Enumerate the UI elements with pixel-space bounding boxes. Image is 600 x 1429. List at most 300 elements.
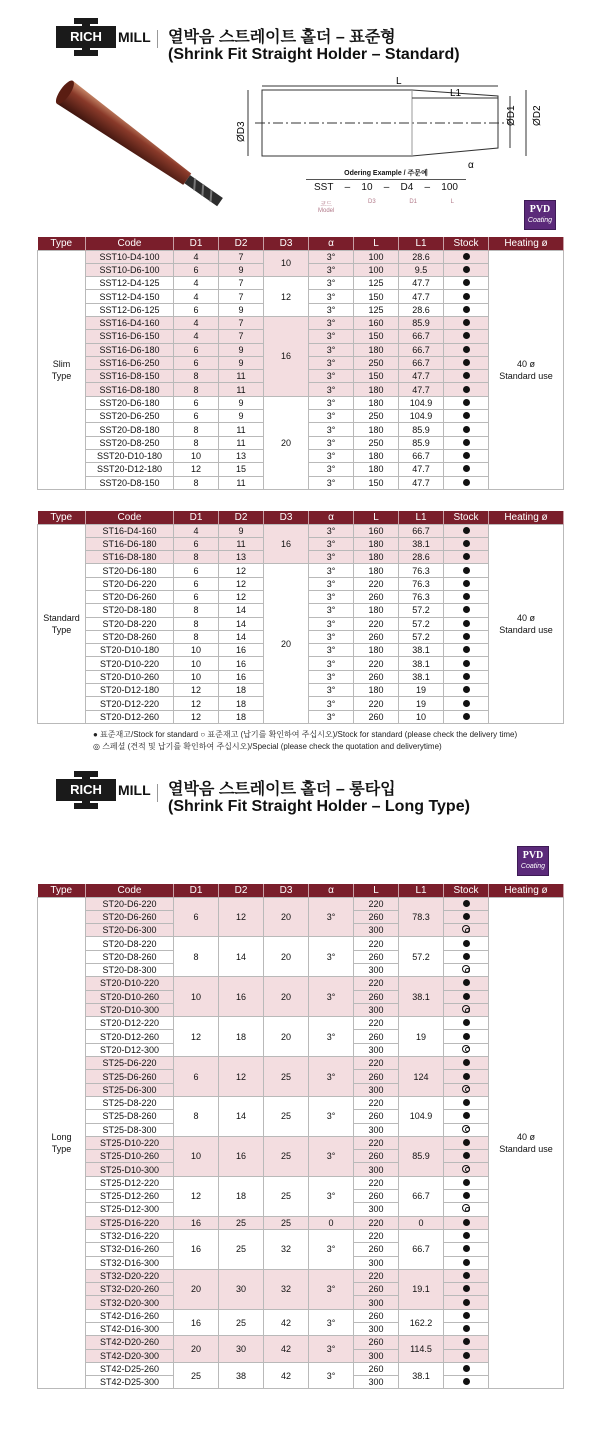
standard-stock-icon bbox=[463, 412, 470, 419]
d3-cell: 42 bbox=[264, 1362, 309, 1389]
holder-photo bbox=[53, 78, 229, 213]
alpha-cell: 3° bbox=[309, 383, 354, 396]
order-part: SST bbox=[314, 182, 334, 193]
alpha-cell: 0 bbox=[309, 1216, 354, 1229]
stock-cell bbox=[444, 977, 489, 990]
code-cell: ST25-D12-220 bbox=[86, 1176, 174, 1189]
special-stock-icon bbox=[462, 1125, 470, 1133]
l1-cell: 38.1 bbox=[399, 670, 444, 683]
stock-cell bbox=[444, 1362, 489, 1375]
l1-cell: 57.2 bbox=[399, 617, 444, 630]
code-cell: ST25-D12-260 bbox=[86, 1190, 174, 1203]
l-cell: 260 bbox=[354, 590, 399, 603]
stock-cell bbox=[444, 657, 489, 670]
stock-cell bbox=[444, 316, 489, 329]
table-row bbox=[38, 564, 564, 577]
l1-cell: 9.5 bbox=[399, 263, 444, 276]
standard-stock-icon bbox=[463, 1019, 470, 1026]
d2-cell: 18 bbox=[219, 1017, 264, 1057]
d2-cell: 9 bbox=[219, 356, 264, 369]
code-cell: ST20-D12-220 bbox=[86, 697, 174, 710]
code-cell: ST20-D8-260 bbox=[86, 950, 174, 963]
code-cell: ST20-D10-220 bbox=[86, 657, 174, 670]
d1-cell: 20 bbox=[174, 1269, 219, 1309]
standard-stock-icon bbox=[463, 527, 470, 534]
code-cell: ST20-D6-180 bbox=[86, 564, 174, 577]
stock-cell bbox=[444, 1296, 489, 1309]
l-cell: 260 bbox=[354, 630, 399, 643]
d1-cell: 12 bbox=[174, 1017, 219, 1057]
stock-cell bbox=[444, 1150, 489, 1163]
d1-cell: 12 bbox=[174, 684, 219, 697]
stock-cell bbox=[444, 330, 489, 343]
d3-cell: 25 bbox=[264, 1216, 309, 1229]
d2-cell: 11 bbox=[219, 423, 264, 436]
l1-cell: 162.2 bbox=[399, 1309, 444, 1336]
l1-cell: 19 bbox=[399, 697, 444, 710]
stock-cell bbox=[444, 1216, 489, 1229]
d2-cell: 12 bbox=[219, 590, 264, 603]
stock-cell bbox=[444, 604, 489, 617]
l-cell: 220 bbox=[354, 1229, 399, 1242]
l1-cell: 104.9 bbox=[399, 396, 444, 409]
d3-cell: 42 bbox=[264, 1336, 309, 1363]
column-header: D3 bbox=[264, 511, 309, 524]
standard-stock-icon bbox=[463, 1192, 470, 1199]
standard-stock-icon bbox=[463, 253, 470, 260]
standard-stock-icon bbox=[463, 1112, 470, 1119]
alpha-cell: 3° bbox=[309, 370, 354, 383]
code-cell: ST25-D8-220 bbox=[86, 1096, 174, 1109]
code-cell: ST32-D16-300 bbox=[86, 1256, 174, 1269]
stock-cell bbox=[444, 1017, 489, 1030]
l1-cell: 19.1 bbox=[399, 1269, 444, 1309]
d1-cell: 10 bbox=[174, 644, 219, 657]
l-cell: 220 bbox=[354, 1057, 399, 1070]
l-cell: 160 bbox=[354, 316, 399, 329]
stock-cell bbox=[444, 1096, 489, 1109]
d1-cell: 8 bbox=[174, 423, 219, 436]
d1-cell: 4 bbox=[174, 524, 219, 537]
l1-cell: 0 bbox=[399, 1216, 444, 1229]
l-cell: 250 bbox=[354, 410, 399, 423]
code-cell: ST20-D8-220 bbox=[86, 937, 174, 950]
standard-stock-icon bbox=[463, 1033, 470, 1040]
d2-cell: 11 bbox=[219, 537, 264, 550]
code-cell: ST20-D6-220 bbox=[86, 897, 174, 910]
d1-cell: 16 bbox=[174, 1309, 219, 1336]
order-part: 100 bbox=[441, 182, 458, 193]
l-cell: 150 bbox=[354, 290, 399, 303]
standard-stock-icon bbox=[463, 1352, 470, 1359]
l1-cell: 66.7 bbox=[399, 343, 444, 356]
stock-cell bbox=[444, 644, 489, 657]
column-header: Code bbox=[86, 237, 174, 250]
standard-stock-icon bbox=[463, 593, 470, 600]
d1-cell: 6 bbox=[174, 537, 219, 550]
table-row bbox=[38, 1017, 564, 1030]
table-row bbox=[38, 250, 564, 263]
stock-cell bbox=[444, 277, 489, 290]
stock-cell bbox=[444, 1003, 489, 1016]
d3-cell: 20 bbox=[264, 1017, 309, 1057]
alpha-cell: 3° bbox=[309, 1057, 354, 1097]
d1-cell: 6 bbox=[174, 577, 219, 590]
column-header: D1 bbox=[174, 237, 219, 250]
code-cell: SST20-D12-180 bbox=[86, 463, 174, 476]
d2-cell: 30 bbox=[219, 1269, 264, 1309]
l1-cell: 47.7 bbox=[399, 383, 444, 396]
ordering-title: Odering Example / 주문예 bbox=[306, 168, 466, 180]
table-row bbox=[38, 977, 564, 990]
stock-cell bbox=[444, 1309, 489, 1322]
l-cell: 180 bbox=[354, 684, 399, 697]
d3-cell: 20 bbox=[264, 977, 309, 1017]
l-cell: 300 bbox=[354, 1376, 399, 1389]
order-part: D4 bbox=[400, 182, 414, 193]
code-cell: ST25-D8-260 bbox=[86, 1110, 174, 1123]
code-cell: SST12-D6-125 bbox=[86, 303, 174, 316]
code-cell: ST25-D8-300 bbox=[86, 1123, 174, 1136]
l1-cell: 104.9 bbox=[399, 410, 444, 423]
stock-cell bbox=[444, 1256, 489, 1269]
l-cell: 260 bbox=[354, 670, 399, 683]
column-header: L1 bbox=[399, 884, 444, 897]
slim-type-table bbox=[37, 237, 564, 490]
d1-cell: 20 bbox=[174, 1336, 219, 1363]
code-cell: ST16-D4-160 bbox=[86, 524, 174, 537]
stock-cell bbox=[444, 1243, 489, 1256]
l1-cell: 38.1 bbox=[399, 657, 444, 670]
section1-title-en: (Shrink Fit Straight Holder – Standard) bbox=[168, 46, 460, 63]
code-cell: ST32-D20-220 bbox=[86, 1269, 174, 1282]
stock-cell bbox=[444, 463, 489, 476]
alpha-cell: 3° bbox=[309, 590, 354, 603]
standard-stock-icon bbox=[463, 1325, 470, 1332]
table-row bbox=[38, 1176, 564, 1189]
l1-cell: 47.7 bbox=[399, 370, 444, 383]
alpha-cell: 3° bbox=[309, 1176, 354, 1216]
d3-cell: 16 bbox=[264, 524, 309, 564]
stock-cell bbox=[444, 356, 489, 369]
l-cell: 180 bbox=[354, 551, 399, 564]
d2-cell: 11 bbox=[219, 436, 264, 449]
stock-cell bbox=[444, 670, 489, 683]
alpha-cell: 3° bbox=[309, 1136, 354, 1176]
table-row bbox=[38, 897, 564, 910]
l1-cell: 76.3 bbox=[399, 577, 444, 590]
technical-drawing bbox=[248, 86, 526, 156]
heating-cell: 40 ø Standard use bbox=[489, 897, 564, 1389]
d1-cell: 8 bbox=[174, 630, 219, 643]
section2-title-en: (Shrink Fit Straight Holder – Long Type) bbox=[168, 798, 470, 815]
stock-cell bbox=[444, 396, 489, 409]
type-cell: Standard Type bbox=[38, 524, 86, 723]
l-cell: 180 bbox=[354, 396, 399, 409]
column-header: Stock bbox=[444, 237, 489, 250]
d2-cell: 16 bbox=[219, 644, 264, 657]
d1-cell: 8 bbox=[174, 476, 219, 489]
l-cell: 260 bbox=[354, 1336, 399, 1349]
l-cell: 250 bbox=[354, 356, 399, 369]
d2-cell: 13 bbox=[219, 449, 264, 462]
standard-type-table bbox=[37, 511, 564, 724]
d3-cell: 16 bbox=[264, 316, 309, 396]
d1-cell: 8 bbox=[174, 617, 219, 630]
d2-cell: 9 bbox=[219, 303, 264, 316]
alpha-cell: 3° bbox=[309, 657, 354, 670]
alpha-cell: 3° bbox=[309, 1362, 354, 1389]
alpha-cell: 3° bbox=[309, 410, 354, 423]
l-cell: 220 bbox=[354, 937, 399, 950]
stock-cell bbox=[444, 410, 489, 423]
type-cell: Slim Type bbox=[38, 250, 86, 489]
d2-cell: 11 bbox=[219, 476, 264, 489]
code-cell: ST42-D25-300 bbox=[86, 1376, 174, 1389]
label-alpha: α bbox=[468, 160, 474, 171]
l-cell: 260 bbox=[354, 1070, 399, 1083]
standard-stock-icon bbox=[463, 1073, 470, 1080]
d2-cell: 12 bbox=[219, 577, 264, 590]
column-header: Heating ø bbox=[489, 511, 564, 524]
stock-cell bbox=[444, 1070, 489, 1083]
code-cell: ST25-D6-300 bbox=[86, 1083, 174, 1096]
standard-stock-icon bbox=[463, 633, 470, 640]
alpha-cell: 3° bbox=[309, 630, 354, 643]
l-cell: 300 bbox=[354, 1163, 399, 1176]
l1-cell: 76.3 bbox=[399, 564, 444, 577]
d2-cell: 11 bbox=[219, 383, 264, 396]
standard-stock-icon bbox=[463, 953, 470, 960]
l-cell: 180 bbox=[354, 644, 399, 657]
d1-cell: 8 bbox=[174, 551, 219, 564]
alpha-cell: 3° bbox=[309, 303, 354, 316]
code-cell: ST32-D16-220 bbox=[86, 1229, 174, 1242]
stock-cell bbox=[444, 383, 489, 396]
alpha-cell: 3° bbox=[309, 330, 354, 343]
code-cell: ST20-D10-180 bbox=[86, 644, 174, 657]
l1-cell: 47.7 bbox=[399, 463, 444, 476]
standard-stock-icon bbox=[463, 1232, 470, 1239]
alpha-cell: 3° bbox=[309, 277, 354, 290]
column-header: Stock bbox=[444, 884, 489, 897]
special-stock-icon bbox=[462, 1045, 470, 1053]
alpha-cell: 3° bbox=[309, 476, 354, 489]
l1-cell: 85.9 bbox=[399, 423, 444, 436]
stock-cell bbox=[444, 1336, 489, 1349]
stock-cell bbox=[444, 449, 489, 462]
table-row bbox=[38, 1309, 564, 1322]
stock-legend bbox=[93, 729, 517, 753]
column-header: L bbox=[354, 884, 399, 897]
l-cell: 250 bbox=[354, 436, 399, 449]
stock-cell bbox=[444, 630, 489, 643]
l-cell: 180 bbox=[354, 423, 399, 436]
d3-cell: 25 bbox=[264, 1136, 309, 1176]
section1-title-ko: 열박음 스트레이트 홀더 – 표준형 bbox=[168, 29, 396, 46]
l1-cell: 19 bbox=[399, 684, 444, 697]
code-cell: SST16-D6-250 bbox=[86, 356, 174, 369]
code-cell: ST32-D20-300 bbox=[86, 1296, 174, 1309]
l-cell: 260 bbox=[354, 1243, 399, 1256]
d1-cell: 10 bbox=[174, 449, 219, 462]
column-header: D1 bbox=[174, 884, 219, 897]
standard-stock-icon bbox=[463, 452, 470, 459]
l1-cell: 78.3 bbox=[399, 897, 444, 937]
order-part: 10 bbox=[361, 182, 373, 193]
l1-cell: 57.2 bbox=[399, 630, 444, 643]
stock-cell bbox=[444, 1083, 489, 1096]
stock-cell bbox=[444, 537, 489, 550]
table-row bbox=[38, 1336, 564, 1349]
d2-cell: 25 bbox=[219, 1229, 264, 1269]
standard-stock-icon bbox=[463, 1179, 470, 1186]
column-header: Type bbox=[38, 884, 86, 897]
code-cell: ST25-D6-220 bbox=[86, 1057, 174, 1070]
alpha-cell: 3° bbox=[309, 684, 354, 697]
l1-cell: 10 bbox=[399, 710, 444, 723]
special-stock-icon bbox=[462, 1204, 470, 1212]
stock-cell bbox=[444, 1229, 489, 1242]
column-header: L bbox=[354, 237, 399, 250]
alpha-cell: 3° bbox=[309, 449, 354, 462]
standard-stock-icon bbox=[463, 553, 470, 560]
l-cell: 300 bbox=[354, 1203, 399, 1216]
l1-cell: 57.2 bbox=[399, 604, 444, 617]
standard-stock-icon bbox=[463, 1245, 470, 1252]
l-cell: 260 bbox=[354, 910, 399, 923]
l-cell: 180 bbox=[354, 604, 399, 617]
d1-cell: 6 bbox=[174, 1057, 219, 1097]
special-stock-icon bbox=[462, 1165, 470, 1173]
l-cell: 160 bbox=[354, 524, 399, 537]
l-cell: 300 bbox=[354, 1123, 399, 1136]
l1-cell: 104.9 bbox=[399, 1096, 444, 1136]
standard-stock-icon bbox=[463, 686, 470, 693]
code-cell: ST20-D12-300 bbox=[86, 1043, 174, 1056]
standard-stock-icon bbox=[463, 1312, 470, 1319]
code-cell: ST20-D6-260 bbox=[86, 910, 174, 923]
l1-cell: 28.6 bbox=[399, 303, 444, 316]
alpha-cell: 3° bbox=[309, 1269, 354, 1309]
stock-cell bbox=[444, 710, 489, 723]
alpha-cell: 3° bbox=[309, 697, 354, 710]
stock-cell bbox=[444, 250, 489, 263]
l1-cell: 38.1 bbox=[399, 644, 444, 657]
section2-title-ko: 열박음 스트레이트 홀더 – 롱타입 bbox=[168, 781, 396, 798]
code-cell: SST10-D4-100 bbox=[86, 250, 174, 263]
d3-cell: 10 bbox=[264, 250, 309, 277]
d2-cell: 12 bbox=[219, 1057, 264, 1097]
d1-cell: 10 bbox=[174, 657, 219, 670]
alpha-cell: 3° bbox=[309, 564, 354, 577]
d2-cell: 13 bbox=[219, 551, 264, 564]
stock-cell bbox=[444, 924, 489, 937]
standard-stock-icon bbox=[463, 580, 470, 587]
l-cell: 260 bbox=[354, 710, 399, 723]
l-cell: 260 bbox=[354, 1030, 399, 1043]
alpha-cell: 3° bbox=[309, 977, 354, 1017]
code-cell: SST20-D6-180 bbox=[86, 396, 174, 409]
l-cell: 180 bbox=[354, 537, 399, 550]
l-cell: 220 bbox=[354, 897, 399, 910]
l1-cell: 57.2 bbox=[399, 937, 444, 977]
l1-cell: 66.7 bbox=[399, 1176, 444, 1216]
code-cell: SST20-D8-180 bbox=[86, 423, 174, 436]
d2-cell: 18 bbox=[219, 1176, 264, 1216]
d2-cell: 12 bbox=[219, 564, 264, 577]
alpha-cell: 3° bbox=[309, 343, 354, 356]
stock-cell bbox=[444, 551, 489, 564]
stock-cell bbox=[444, 436, 489, 449]
d1-cell: 4 bbox=[174, 316, 219, 329]
special-stock-icon bbox=[462, 1005, 470, 1013]
standard-stock-icon bbox=[463, 993, 470, 1000]
l1-cell: 38.1 bbox=[399, 1362, 444, 1389]
l-cell: 180 bbox=[354, 383, 399, 396]
l-cell: 220 bbox=[354, 1017, 399, 1030]
d2-cell: 18 bbox=[219, 697, 264, 710]
label-D1: ØD1 bbox=[506, 105, 517, 126]
stock-cell bbox=[444, 1176, 489, 1189]
l-cell: 300 bbox=[354, 1083, 399, 1096]
l1-cell: 66.7 bbox=[399, 356, 444, 369]
stock-cell bbox=[444, 1283, 489, 1296]
l-cell: 220 bbox=[354, 657, 399, 670]
table-row bbox=[38, 396, 564, 409]
d1-cell: 12 bbox=[174, 1176, 219, 1216]
table-row bbox=[38, 1057, 564, 1070]
code-cell: ST20-D10-260 bbox=[86, 990, 174, 1003]
column-header: α bbox=[309, 511, 354, 524]
alpha-cell: 3° bbox=[309, 396, 354, 409]
legend-note: ● 표준재고/Stock for standard ○ 표준재고 (납기를 확인하여 주십시오)/Stock for standard (please check the delivery time) bbox=[93, 730, 518, 739]
heating-cell: 40 ø Standard use bbox=[489, 250, 564, 489]
column-header: L bbox=[354, 511, 399, 524]
standard-stock-icon bbox=[463, 266, 470, 273]
d1-cell: 10 bbox=[174, 977, 219, 1017]
column-header: Code bbox=[86, 511, 174, 524]
d3-cell: 20 bbox=[264, 897, 309, 937]
d2-cell: 9 bbox=[219, 524, 264, 537]
d2-cell: 16 bbox=[219, 1136, 264, 1176]
l-cell: 260 bbox=[354, 1283, 399, 1296]
table-row bbox=[38, 1216, 564, 1229]
d3-cell: 20 bbox=[264, 396, 309, 489]
table-row bbox=[38, 1096, 564, 1109]
stock-cell bbox=[444, 1057, 489, 1070]
tool-diagram bbox=[40, 72, 560, 237]
l1-cell: 47.7 bbox=[399, 476, 444, 489]
standard-stock-icon bbox=[463, 646, 470, 653]
d2-cell: 9 bbox=[219, 343, 264, 356]
l-cell: 220 bbox=[354, 697, 399, 710]
l-cell: 220 bbox=[354, 577, 399, 590]
standard-stock-icon bbox=[463, 567, 470, 574]
d2-cell: 7 bbox=[219, 277, 264, 290]
code-cell: ST25-D10-220 bbox=[86, 1136, 174, 1149]
d3-cell: 32 bbox=[264, 1269, 309, 1309]
standard-stock-icon bbox=[463, 1285, 470, 1292]
standard-stock-icon bbox=[463, 913, 470, 920]
d3-cell: 42 bbox=[264, 1309, 309, 1336]
code-cell: ST20-D6-300 bbox=[86, 924, 174, 937]
d1-cell: 8 bbox=[174, 383, 219, 396]
label-L1: L1 bbox=[450, 88, 462, 99]
l-cell: 300 bbox=[354, 1043, 399, 1056]
code-cell: SST20-D8-150 bbox=[86, 476, 174, 489]
stock-cell bbox=[444, 423, 489, 436]
